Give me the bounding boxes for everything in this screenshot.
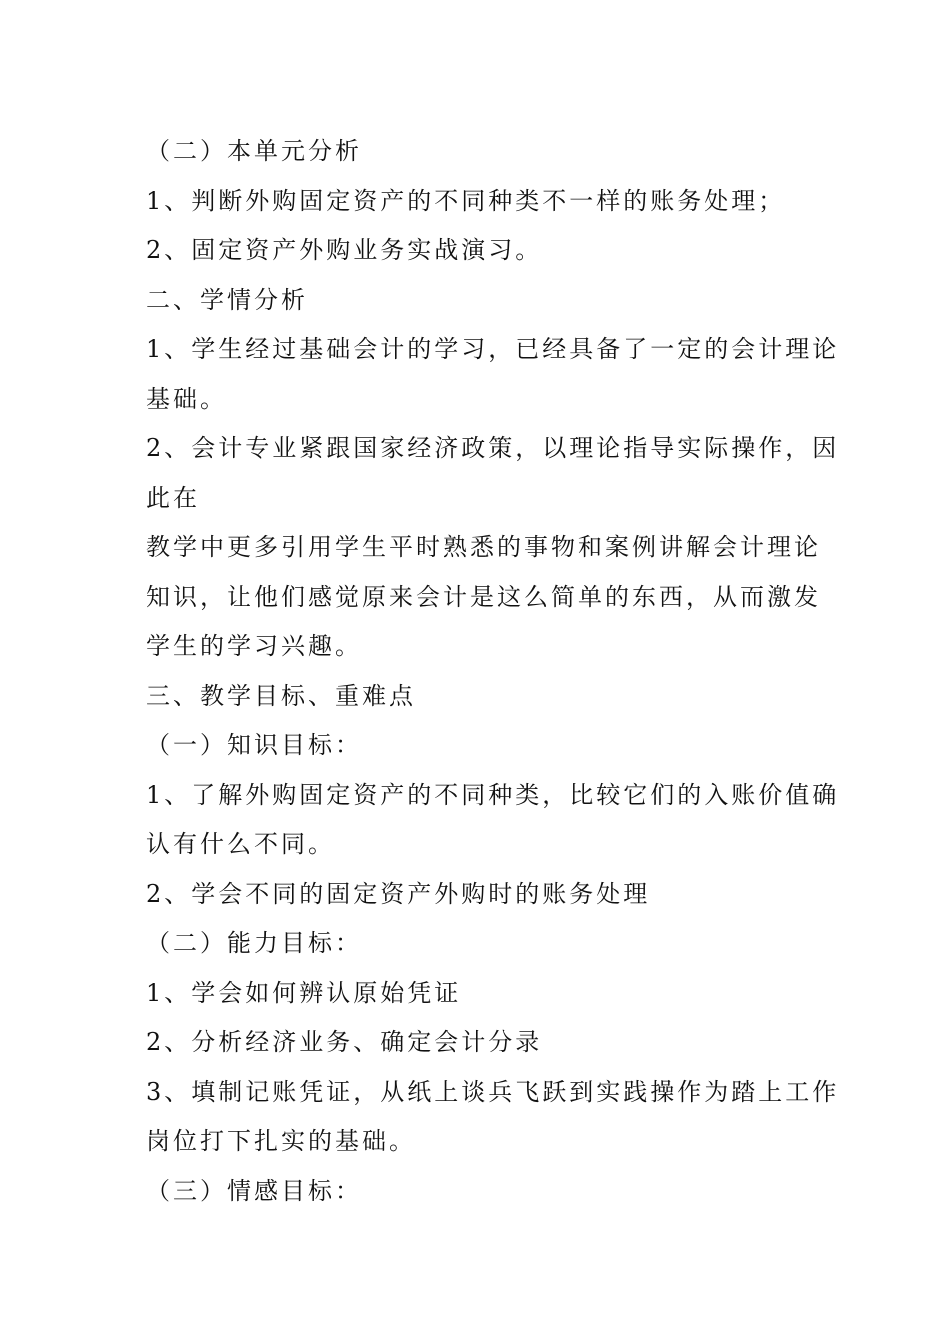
subsection-heading-knowledge-goals: （一）知识目标： [146,731,362,759]
paragraph-line: 1、学会如何辨认原始凭证 [146,978,462,1007]
paragraph-line: 认有什么不同。 [146,830,335,858]
subsection-heading-emotional-goals: （三）情感目标： [146,1176,362,1205]
paragraph-line: 1、判断外购固定资产的不同种类不一样的账务处理； [146,186,786,215]
paragraph-line: 2、会计专业紧跟国家经济政策，以理论指导实际操作，因 [146,434,840,462]
document-body [146,127,840,1216]
section-heading-unit-analysis: （二）本单元分析 [146,137,362,165]
subsection-heading-ability-goals: （二）能力目标： [146,929,362,957]
paragraph-line: 基础。 [146,384,227,413]
section-heading-student-analysis: 二、学情分析 [146,285,308,314]
paragraph-line: 2、固定资产外购业务实战演习。 [146,236,543,264]
paragraph-line: 2、分析经济业务、确定会计分录 [146,1028,543,1056]
paragraph-line: 岗位打下扎实的基础。 [146,1127,416,1155]
paragraph-line: 知识，让他们感觉原来会计是这么简单的东西，从而激发 [146,582,821,611]
paragraph-line: 教学中更多引用学生平时熟悉的事物和案例讲解会计理论 [146,533,821,561]
paragraph-line: 2、学会不同的固定资产外购时的账务处理 [146,879,651,908]
paragraph-line: 此在 [146,483,200,512]
paragraph-line: 学生的学习兴趣。 [146,632,362,660]
paragraph-line: 1、学生经过基础会计的学习，已经具备了一定的会计理论 [146,335,840,363]
paragraph-line: 3、填制记账凭证，从纸上谈兵飞跃到实践操作为踏上工作 [146,1077,840,1106]
section-heading-teaching-goals: 三、教学目标、重难点 [146,681,416,710]
paragraph-line: 1、了解外购固定资产的不同种类，比较它们的入账价值确 [146,780,840,809]
